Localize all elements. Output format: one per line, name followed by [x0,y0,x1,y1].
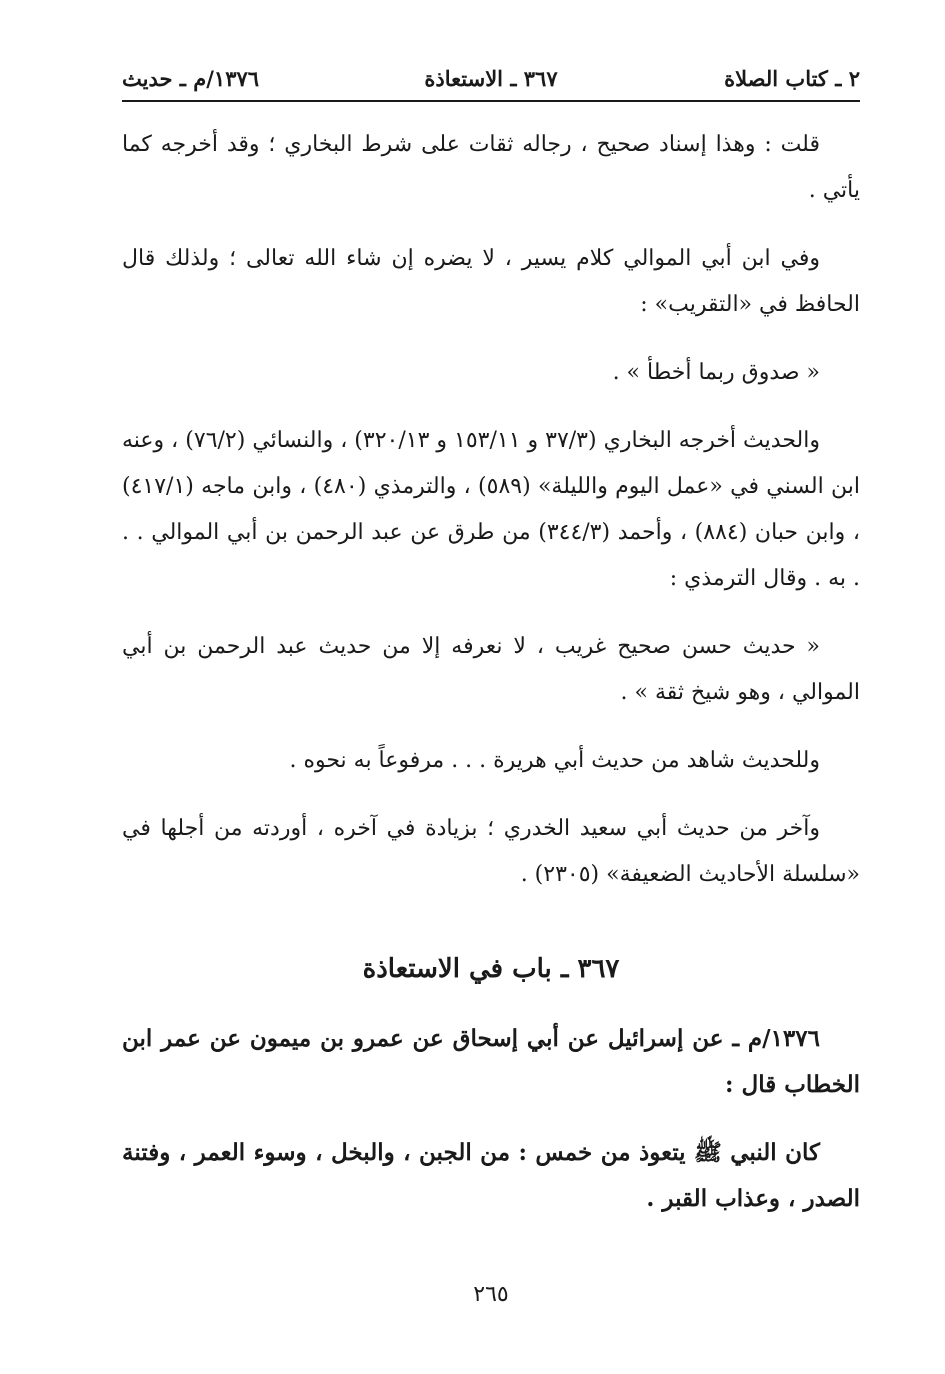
chapter-heading: ٣٦٧ ـ باب في الاستعاذة [362,954,620,984]
page-number: ٢٦٥ [473,1282,509,1307]
running-header [122,60,860,102]
paragraph-witness: وللحديث شاهد من حديث أبي هريرة . . . مرفوعاً به نحوه . [289,748,820,773]
paragraph-narrator-note: وفي ابن أبي الموالي كلام يسير ، لا يضره إن شاء الله تعالى ؛ ولذلك قال الحافظ في «التقريب» : [122,246,860,317]
hadith-text: كان النبي ﷺ يتعوذ من خمس : من الجبن ، والبخل ، وسوء العمر ، وفتنة الصدر ، وعذاب القبر . [122,1139,860,1212]
paragraph-isnad-note: قلت : وهذا إسناد صحيح ، رجاله ثقات على شرط البخاري ؛ وقد أخرجه كما يأتي . [122,132,860,203]
header-chapter-title: ٣٦٧ ـ الاستعاذة [424,66,558,91]
paragraph-another-witness: وآخر من حديث أبي سعيد الخدري ؛ بزيادة في آخره ، أوردته من أجلها في «سلسلة الأحاديث الضعيفة» (٢٣٠٥) . [122,816,860,887]
header-book-title: ٢ ـ كتاب الصلاة [724,66,860,91]
book-page [122,60,860,1350]
hadith-chain: ١٣٧٦/م ـ عن إسرائيل عن أبي إسحاق عن عمرو بن ميمون عن عمر ابن الخطاب قال : [122,1025,860,1098]
paragraph-takhrij: والحديث أخرجه البخاري (٣٧/٣ و ١٥٣/١١ و ٣٢٠/١٣) ، والنسائي (٧٦/٢) ، وعنه ابن السني في «عمل اليوم والليلة» (٥٨٩) ، والترمذي (٤٨٠) ، وابن ماجه (٤١٧/١) ، وابن حبان (٨٨٤) ، وأحمد (٣٤٤/٣) من طرق عن عبد الرحمن بن أبي الموالي . . . به . وقال الترمذي : [122,428,861,591]
quote-tirmidhi: « حديث حسن صحيح غريب ، لا نعرفه إلا من حديث عبد الرحمن بن أبي الموالي ، وهو شيخ ثقة » . [122,634,860,705]
quote-taqrib: « صدوق ربما أخطأ » . [612,360,820,385]
body-text [122,122,860,1244]
header-hadith-number: ١٣٧٦/م ـ حديث [122,66,260,91]
